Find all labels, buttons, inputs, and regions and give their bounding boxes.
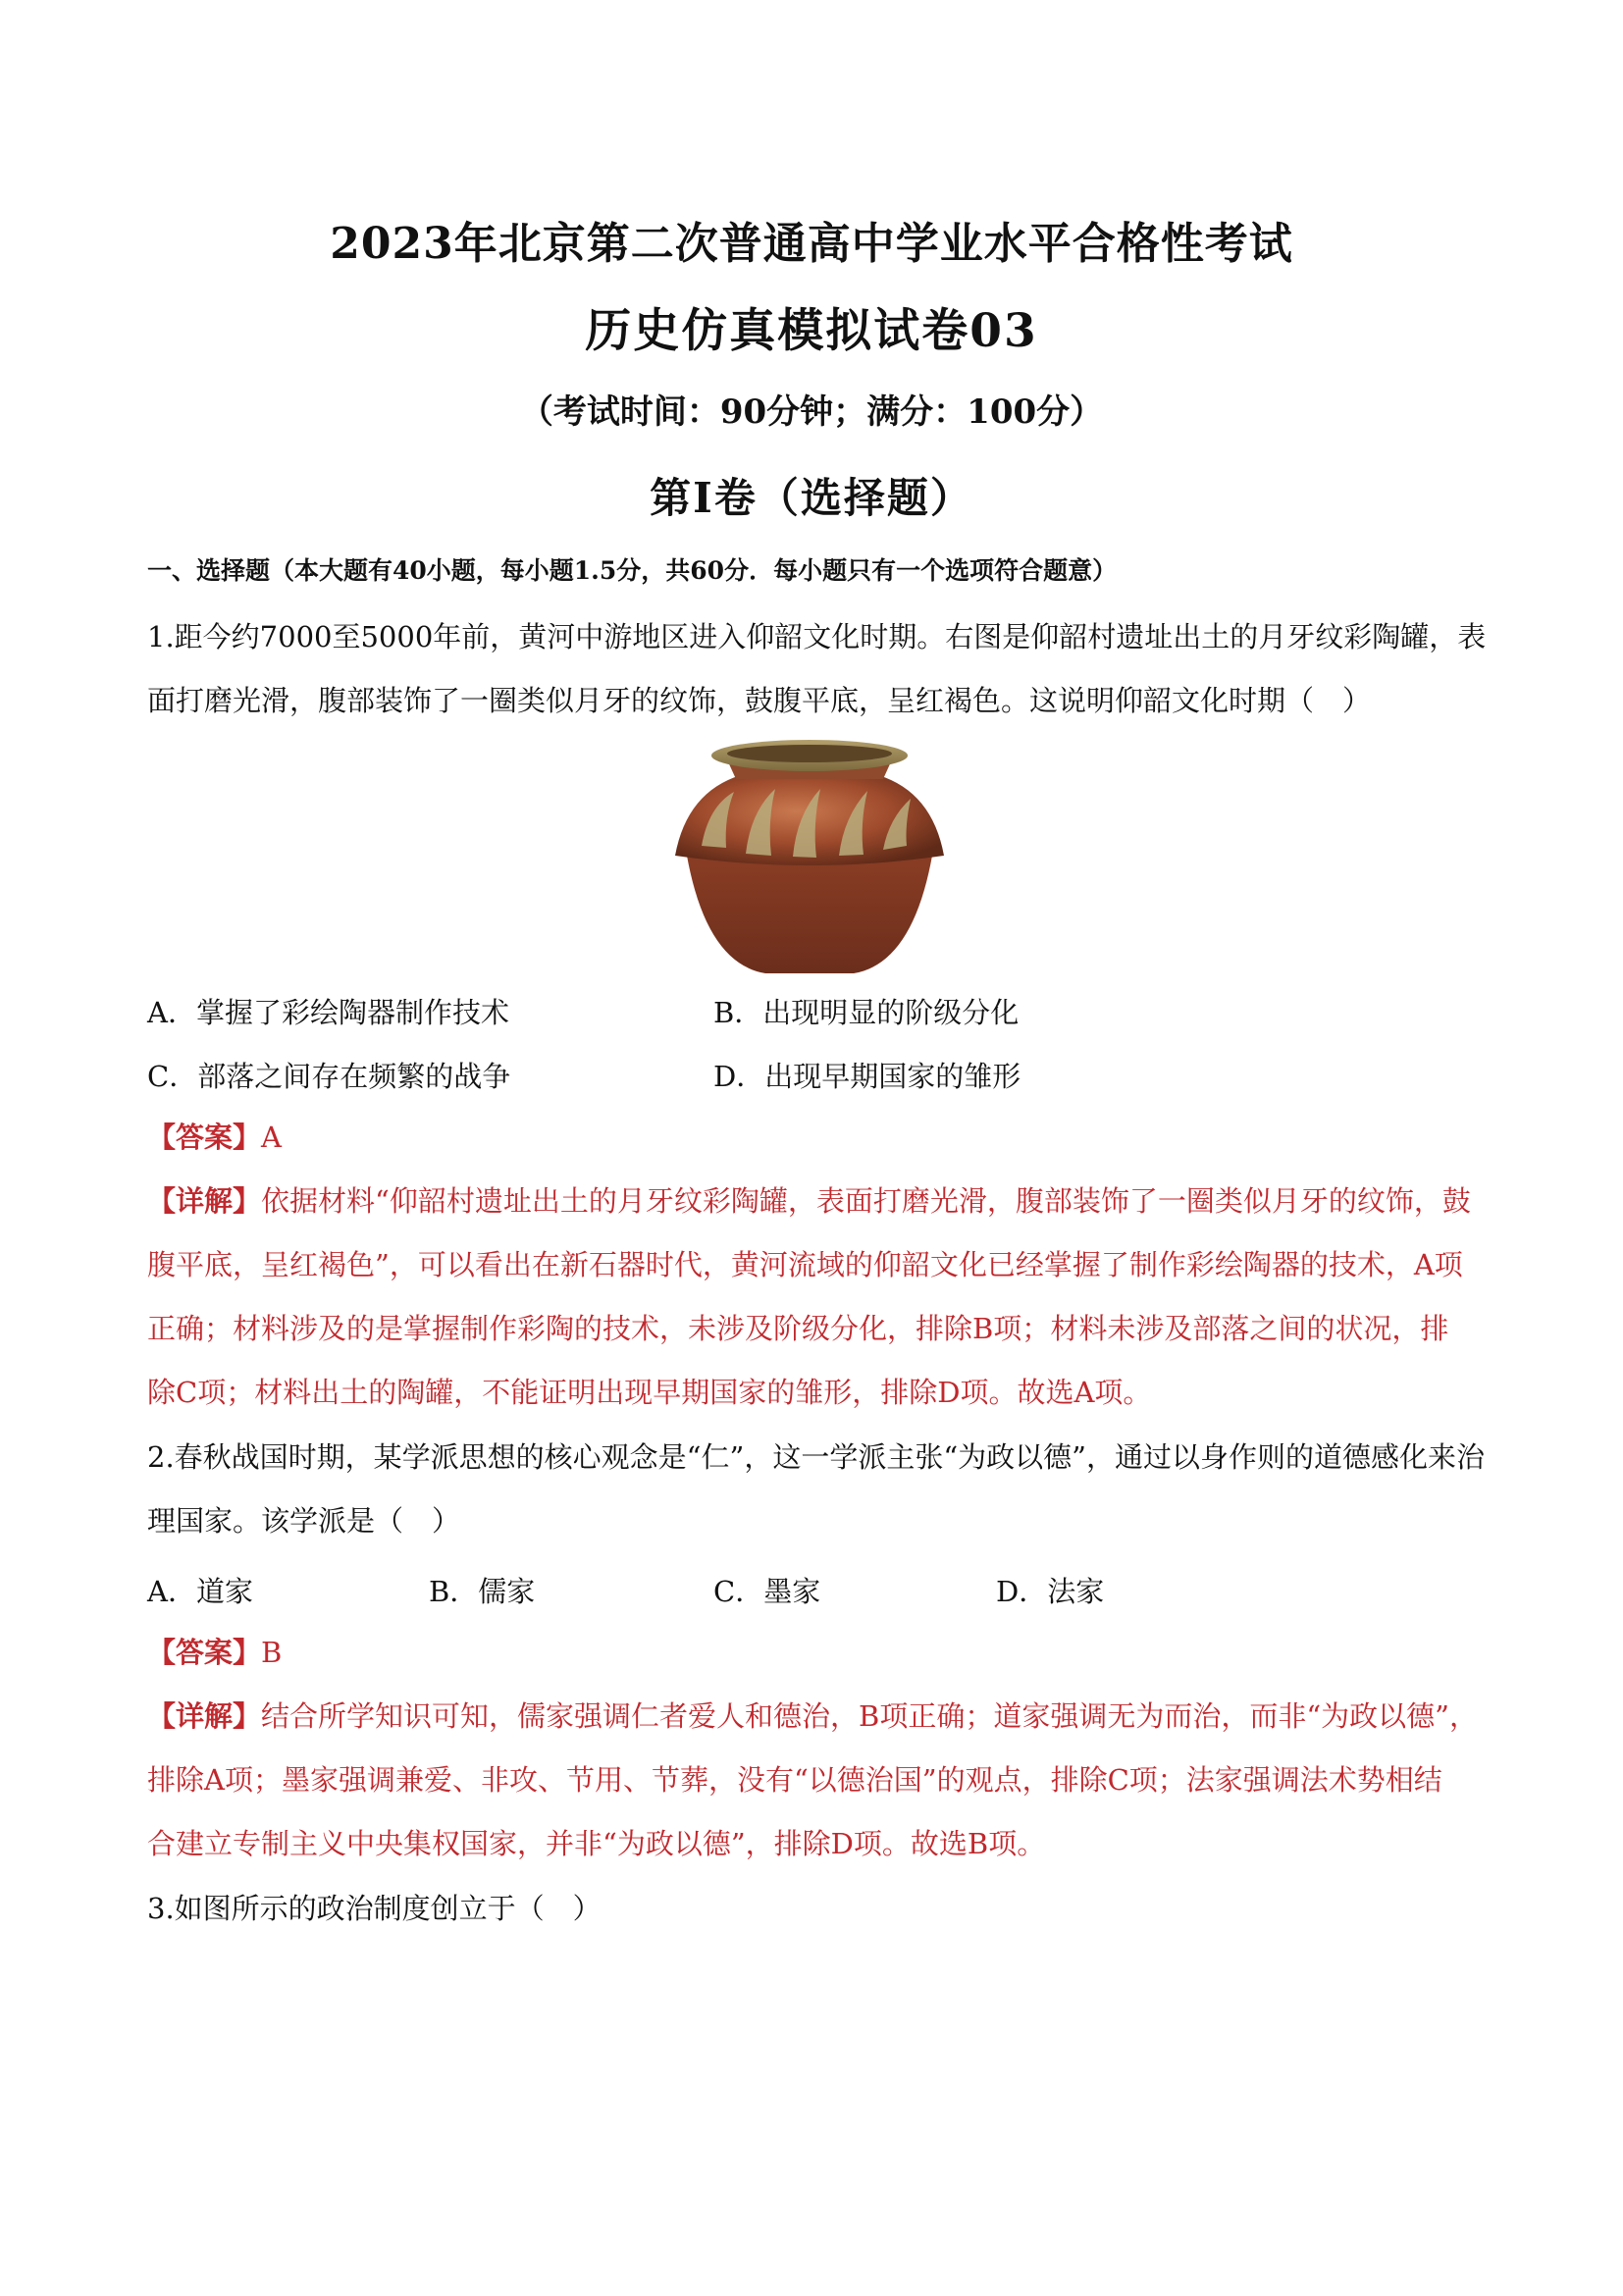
detail-tag: 【详解】 bbox=[147, 1184, 262, 1218]
stem-line: 3.如图所示的政治制度创立于（ ） bbox=[147, 1892, 602, 1925]
q1-option-a: A．掌握了彩绘陶器制作技术 bbox=[147, 996, 509, 1029]
answer-tag: 【答案】 bbox=[147, 1121, 262, 1154]
detail-line: 排除A项；墨家强调兼爱、非攻、节用、节葬，没有“以德治国”的观点，排除C项；法家强调法术势相结 bbox=[147, 1763, 1442, 1797]
answer-value: A bbox=[261, 1121, 282, 1154]
stem-line: 2.春秋战国时期，某学派思想的核心观念是“仁”，这一学派主张“为政以德”，通过以身作则的道德感化来治 bbox=[147, 1440, 1485, 1474]
q1-option-b: B．出现明显的阶级分化 bbox=[713, 996, 1020, 1029]
answer-value: B bbox=[261, 1636, 283, 1669]
answer-tag: 【答案】 bbox=[147, 1636, 262, 1669]
exam-info: （考试时间：90分钟；满分：100分） bbox=[519, 392, 1104, 432]
part-heading: 第Ⅰ卷（选择题） bbox=[650, 474, 973, 522]
detail-line: 腹平底，呈红褐色”，可以看出在新石器时代，黄河流域的仰韶文化已经掌握了制作彩绘陶器的技术，A项 bbox=[147, 1248, 1463, 1281]
q1-option-d: D．出现早期国家的雏形 bbox=[713, 1060, 1021, 1093]
q1-detail bbox=[147, 1170, 1482, 1425]
stem-line: 面打磨光滑，腹部装饰了一圈类似月牙的纹饰，鼓腹平底，呈红褐色。这说明仰韶文化时期（ ） bbox=[147, 684, 1372, 717]
q2-detail bbox=[147, 1685, 1482, 1876]
exam-subtitle: 历史仿真模拟试卷03 bbox=[585, 304, 1038, 358]
q2-option-c: C．墨家 bbox=[713, 1575, 821, 1608]
stem-line: 1.距今约7000至5000年前，黄河中游地区进入仰韶文化时期。右图是仰韶村遗址出土的月牙纹彩陶罐，表 bbox=[147, 620, 1487, 653]
q2-answer bbox=[147, 1621, 1482, 1685]
exam-title: 2023年北京第二次普通高中学业水平合格性考试 bbox=[330, 219, 1293, 269]
q1-answer bbox=[147, 1106, 1482, 1170]
stem-line: 理国家。该学派是（ ） bbox=[147, 1504, 461, 1538]
detail-line: 结合所学知识可知，儒家强调仁者爱人和德治，B项正确；道家强调无为而治，而非“为政以德”， bbox=[261, 1699, 1478, 1733]
q2-option-b: B．儒家 bbox=[429, 1575, 536, 1608]
question-1-stem bbox=[147, 605, 1487, 733]
section-heading: 一、选择题（本大题有40小题，每小题1.5分，共60分．每小题只有一个选项符合题意） bbox=[147, 556, 1118, 585]
painted-pottery-jar-image bbox=[648, 738, 971, 981]
detail-line: 正确；材料涉及的是掌握制作彩陶的技术，未涉及阶级分化，排除B项；材料未涉及部落之间的状况，排 bbox=[147, 1312, 1449, 1345]
detail-line: 合建立专制主义中央集权国家，并非“为政以德”，排除D项。故选B项。 bbox=[147, 1827, 1046, 1860]
q2-option-d: D．法家 bbox=[996, 1575, 1105, 1608]
question-3-stem bbox=[147, 1877, 1482, 1941]
question-2-stem bbox=[147, 1426, 1485, 1553]
q1-option-c: C．部落之间存在频繁的战争 bbox=[147, 1060, 511, 1093]
detail-line: 除C项；材料出土的陶罐，不能证明出现早期国家的雏形，排除D项。故选A项。 bbox=[147, 1376, 1152, 1409]
detail-tag: 【详解】 bbox=[147, 1699, 262, 1733]
detail-line: 依据材料“仰韶村遗址出土的月牙纹彩陶罐，表面打磨光滑，腹部装饰了一圈类似月牙的纹饰，鼓 bbox=[261, 1184, 1471, 1218]
q2-option-a: A．道家 bbox=[147, 1575, 253, 1608]
